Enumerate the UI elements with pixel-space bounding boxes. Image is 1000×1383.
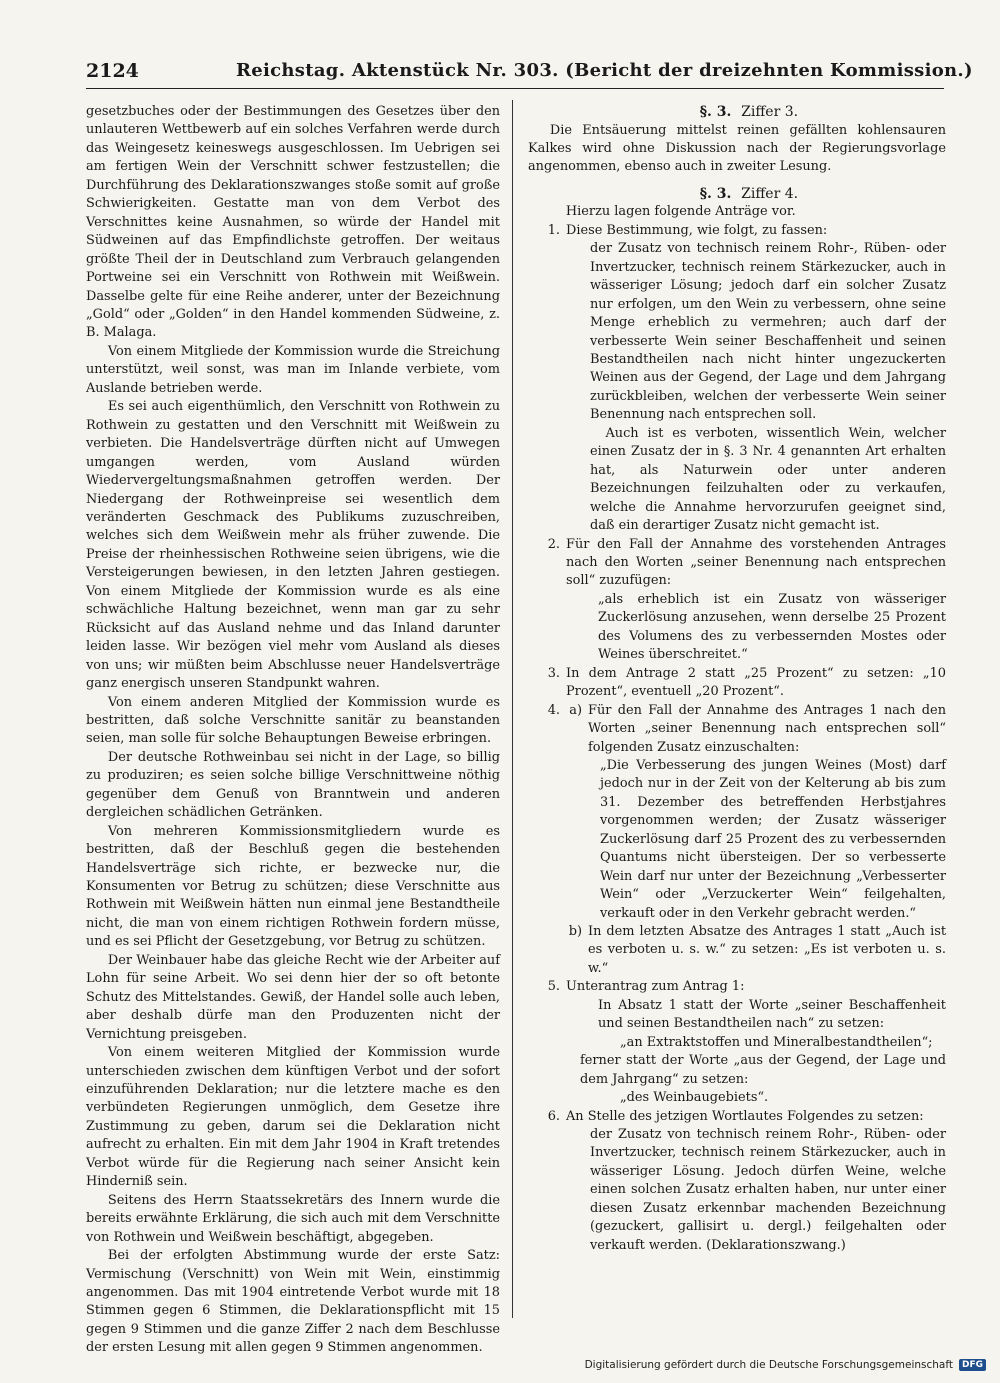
section-ziffer: Ziffer 4. bbox=[741, 185, 799, 202]
motion-item bbox=[528, 978, 946, 1107]
motion-text: der Zusatz von technisch reinem Rohr-, Rüben- oder Invertzucker, technisch reinem Stärkezucker, auch in wässeriger Lösung; jedoch darf ein solcher Zusatz nur erfolgen, um den Wein zu verbessern, ohne seine Menge erheblich zu vermehren; auch darf der verbesserte Wein seiner Beschaffenheit und seinen Bestandtheilen nach nicht hinter ungezuckerten Weinen aus der Gegend, der Lage und dem Jahrgang zurückbleiben, welchen der verbesserte Wein seiner Benennung nach entsprechen soll. bbox=[590, 241, 946, 423]
paragraph: Von einem weiteren Mitglied der Kommission wurde unterschieden zwischen dem künftigen Verbot und der sofort einzuführenden Deklaration; nur die letztere mache es den verbündeten Regierungen unmöglich, dem Gesetze ihre Zustimmung zu geben, darum sei die Deklaration nicht aufrecht zu erhalten. Ein mit dem Jahr 1904 in Kraft tretendes Verbot würde für die Regierung nach seiner Ansicht kein Hinderniß sein. bbox=[86, 1045, 500, 1190]
motion-quote: „des Weinbaugebiets“. bbox=[620, 1090, 769, 1106]
left-column bbox=[86, 103, 500, 1358]
section-paragraph-sign: §. 3. bbox=[699, 185, 732, 202]
dfg-logo: DFG bbox=[959, 1359, 986, 1371]
paragraph: Von einem Mitgliede der Kommission wurde die Streichung unterstützt, weil sonst, was man im Inlande verbiete, vom Auslande betrieben werde. bbox=[86, 343, 500, 396]
motion-text: In Absatz 1 statt der Worte „seiner Beschaffenheit und seinen Bestandtheilen nach“ zu setzen: bbox=[598, 997, 946, 1032]
section-heading bbox=[528, 103, 946, 122]
motions-intro: Hierzu lagen folgende Anträge vor. bbox=[565, 204, 796, 220]
motion-item bbox=[528, 665, 946, 702]
motion-lead: Für den Fall der Annahme des vorstehenden Antrages nach den Worten „seiner Benennung nach entsprechen soll“ zuzufügen: bbox=[566, 536, 946, 589]
motion-number: 6. bbox=[547, 1108, 560, 1124]
motion-text: In dem letzten Absatze des Antrages 1 statt „Auch ist es verboten u. s. w.“ zu setzen: „Es ist verboten u. s. w.“ bbox=[588, 924, 946, 976]
motion-text: In dem Antrage 2 statt „25 Prozent“ zu setzen: „10 Prozent“, eventuell „20 Prozent“. bbox=[566, 665, 946, 700]
section-ziffer: Ziffer 3. bbox=[741, 104, 799, 120]
motion-item bbox=[528, 536, 946, 665]
sub-motion-label: b) bbox=[568, 924, 582, 940]
section-heading bbox=[528, 185, 946, 204]
paragraph: Bei der erfolgten Abstimmung wurde der erste Satz: Vermischung (Verschnitt) von Wein mit Wein, einstimmig angenommen. Das mit 1904 eintretende Verbot wurde mit 18 Stimmen gegen 6 Stimmen, die Deklarationspflicht mit 15 gegen 9 Stimmen und die ganze Ziffer 2 nach dem Beschlusse der ersten Lesung mit allen gegen 9 Stimmen angenommen. bbox=[86, 1248, 500, 1356]
running-title: Reichstag. Aktenstück Nr. 303. (Bericht der dreizehnten Kommission.) bbox=[236, 60, 973, 81]
motion-number: 4. bbox=[547, 702, 560, 718]
paragraph: Die Entsäuerung mittelst reinen gefällten kohlensauren Kalkes wird ohne Diskussion nach der Regierungsvorlage angenommen, ebenso auch in zweiter Lesung. bbox=[528, 122, 946, 175]
motion-text: der Zusatz von technisch reinem Rohr-, Rüben- oder Invertzucker, technisch reinem Stärkezucker, auch in wässeriger Lösung. Jedoch dürfen Weine, welche einen solchen Zusatz erhalten haben, nur unter einer diesen Zusatz erkennbar machenden Bezeichnung (gezuckert, gallisirt u. dergl.) feilgehalten oder verkauft werden. (Deklarationszwang.) bbox=[590, 1127, 946, 1253]
page-footer bbox=[585, 1359, 986, 1371]
paragraph: Der deutsche Rothweinbau sei nicht in der Lage, so billig zu produziren; es seien solche billige Verschnittweine nöthig gegenüber dem Genuß von Branntwein und anderen dergleichen schädlichen Getränken. bbox=[86, 749, 500, 821]
motion-text: Auch ist es verboten, wissentlich Wein, welcher einen Zusatz der in §. 3 Nr. 4 genannten Art erhalten hat, als Naturwein oder unter anderen Bezeichnungen feilzuhalten oder zu verkaufen, welche die Annahme hervorzurufen geeignet sind, daß ein derartiger Zusatz nicht gemacht ist. bbox=[590, 425, 946, 534]
paragraph: Es sei auch eigenthümlich, den Verschnitt von Rothwein zu Rothwein zu gestatten und den Verschnitt mit Weißwein zu verbieten. Die Handelsverträge dürften nicht auf Umwegen umgangen werden, vom Ausland würden Wiedervergeltungsmaßnahmen getroffen werden. Der Niedergang der Rothweinpreise sei wesentlich dem veränderten Geschmack des Publikums zuzuschreiben, welches sich dem Weißwein mehr als früher zuwende. Die Preise der rheinhessischen Rothweine seien übrigens, wie die Versteigerungen bewiesen, in den letzten Jahren gestiegen. Von einem Mitgliede der Kommission wurde es als eine schwächliche Haltung bezeichnet, wenn man gar zu sehr Rücksicht auf das Ausland nehme und das Inland darunter leiden lasse. Wir bezögen viel mehr vom Ausland als dieses von uns; wir müßten beim Abschlusse neuer Handelsverträge ganz energisch unseren Standpunkt wahren. bbox=[86, 399, 500, 692]
motion-quote: „an Extraktstoffen und Mineralbestandtheilen“; bbox=[620, 1034, 933, 1050]
motion-quote: „als erheblich ist ein Zusatz von wässeriger Zuckerlösung anzusehen, wenn derselbe 25 Prozent des Volumens des zu verbessernden Mostes oder Weines überschreitet.“ bbox=[598, 591, 946, 663]
motion-item bbox=[528, 1108, 946, 1256]
motion-number: 3. bbox=[547, 665, 560, 681]
paragraph: Von mehreren Kommissionsmitgliedern wurde es bestritten, daß der Beschluß gegen die bestehenden Handelsverträge sich richte, er bezwecke nur, die Konsumenten vor Betrug zu schützen; diese Verschnitte aus Rothwein mit Weißwein hätten nun einmal jene Bestandtheile nicht, die man von einem richtigen Rothwein fordern müsse, und es sei Pflicht der Gesetzgebung, vor Betrug zu schützen. bbox=[86, 823, 500, 950]
motion-text: ferner statt der Worte „aus der Gegend, der Lage und dem Jahrgang“ zu setzen: bbox=[580, 1053, 946, 1087]
motion-item bbox=[528, 222, 946, 536]
section-paragraph-sign: §. 3. bbox=[699, 104, 732, 120]
paragraph: Seitens des Herrn Staatssekretärs des Innern wurde die bereits erwähnte Erklärung, die sich auch mit dem Verschnitte von Rothwein und Weißwein beschäftigt, abgegeben. bbox=[86, 1192, 500, 1245]
motion-number: 5. bbox=[547, 979, 560, 995]
page-header bbox=[86, 58, 973, 89]
paragraph: Von einem anderen Mitglied der Kommission wurde es bestritten, daß solche Verschnitte sanitär zu beanstanden seien, man solle für solche Behauptungen Beweise erbringen. bbox=[86, 694, 500, 747]
column-divider bbox=[512, 100, 513, 1318]
motion-quote: „Die Verbesserung des jungen Weines (Most) darf jedoch nur in der Zeit von der Kelterung ab bis zum 31. Dezember des betreffenden Herbstjahres vorgenommen werden; der Zusatz wässeriger Zuckerlösung darf 25 Prozent des zu verbessernden Quantums nicht übersteigen. Der so verbesserte Wein darf nur unter der Bezeichnung „Verbesserter Wein“ oder „Verzuckerter Wein“ feilgehalten, verkauft oder in den Verkehr gebracht werden.“ bbox=[600, 757, 946, 921]
motion-lead: Für den Fall der Annahme des Antrages 1 nach den Worten „seiner Benennung nach entsprechen soll“ folgenden Zusatz einzuschalten: bbox=[588, 702, 946, 755]
motion-lead: An Stelle des jetzigen Wortlautes Folgendes zu setzen: bbox=[566, 1108, 924, 1124]
motion-lead: Unterantrag zum Antrag 1: bbox=[566, 979, 745, 995]
motion-number: 2. bbox=[547, 536, 560, 552]
motion-lead: Diese Bestimmung, wie folgt, zu fassen: bbox=[566, 222, 828, 238]
motion-item bbox=[528, 702, 946, 979]
paragraph: gesetzbuches oder der Bestimmungen des Gesetzes über den unlauteren Wettbewerb auf ein solches Verfahren werde durch das Weingesetz keineswegs ausgeschlossen. Im Uebrigen sei am fertigen Wein der Verschnitt schwer festzustellen; die Durchführung des Deklarationszwanges stoße somit auf große Schwierigkeiten. Gestatte man von dem Verbot des Verschnittes keine Ausnahmen, so würde der Handel mit Südweinen auf das Empfindlichste getroffen. Der weitaus größte Theil der in Deutschland zum Verbrauch gelangenden Portweine sei ein Verschnitt von Rothwein mit Weißwein. Dasselbe gelte für eine Reihe anderer, unter der Bezeichnung „Gold“ oder „Golden“ in den Handel kommenden Südweine, z. B. Malaga. bbox=[86, 104, 500, 341]
footer-credit: Digitalisierung gefördert durch die Deutsche Forschungsgemeinschaft bbox=[584, 1359, 953, 1371]
page-number: 2124 bbox=[86, 60, 139, 82]
right-column bbox=[528, 103, 946, 1255]
sub-motion-label: a) bbox=[569, 702, 582, 718]
paragraph: Der Weinbauer habe das gleiche Recht wie der Arbeiter auf Lohn für seine Arbeit. Wo sei denn hier der so oft betonte Schutz des Mittelstandes. Gewiß, der Handel solle auch leben, aber deshalb dürfe man den Produzenten nicht der Vernichtung preisgeben. bbox=[86, 952, 500, 1042]
motion-number: 1. bbox=[547, 222, 560, 238]
